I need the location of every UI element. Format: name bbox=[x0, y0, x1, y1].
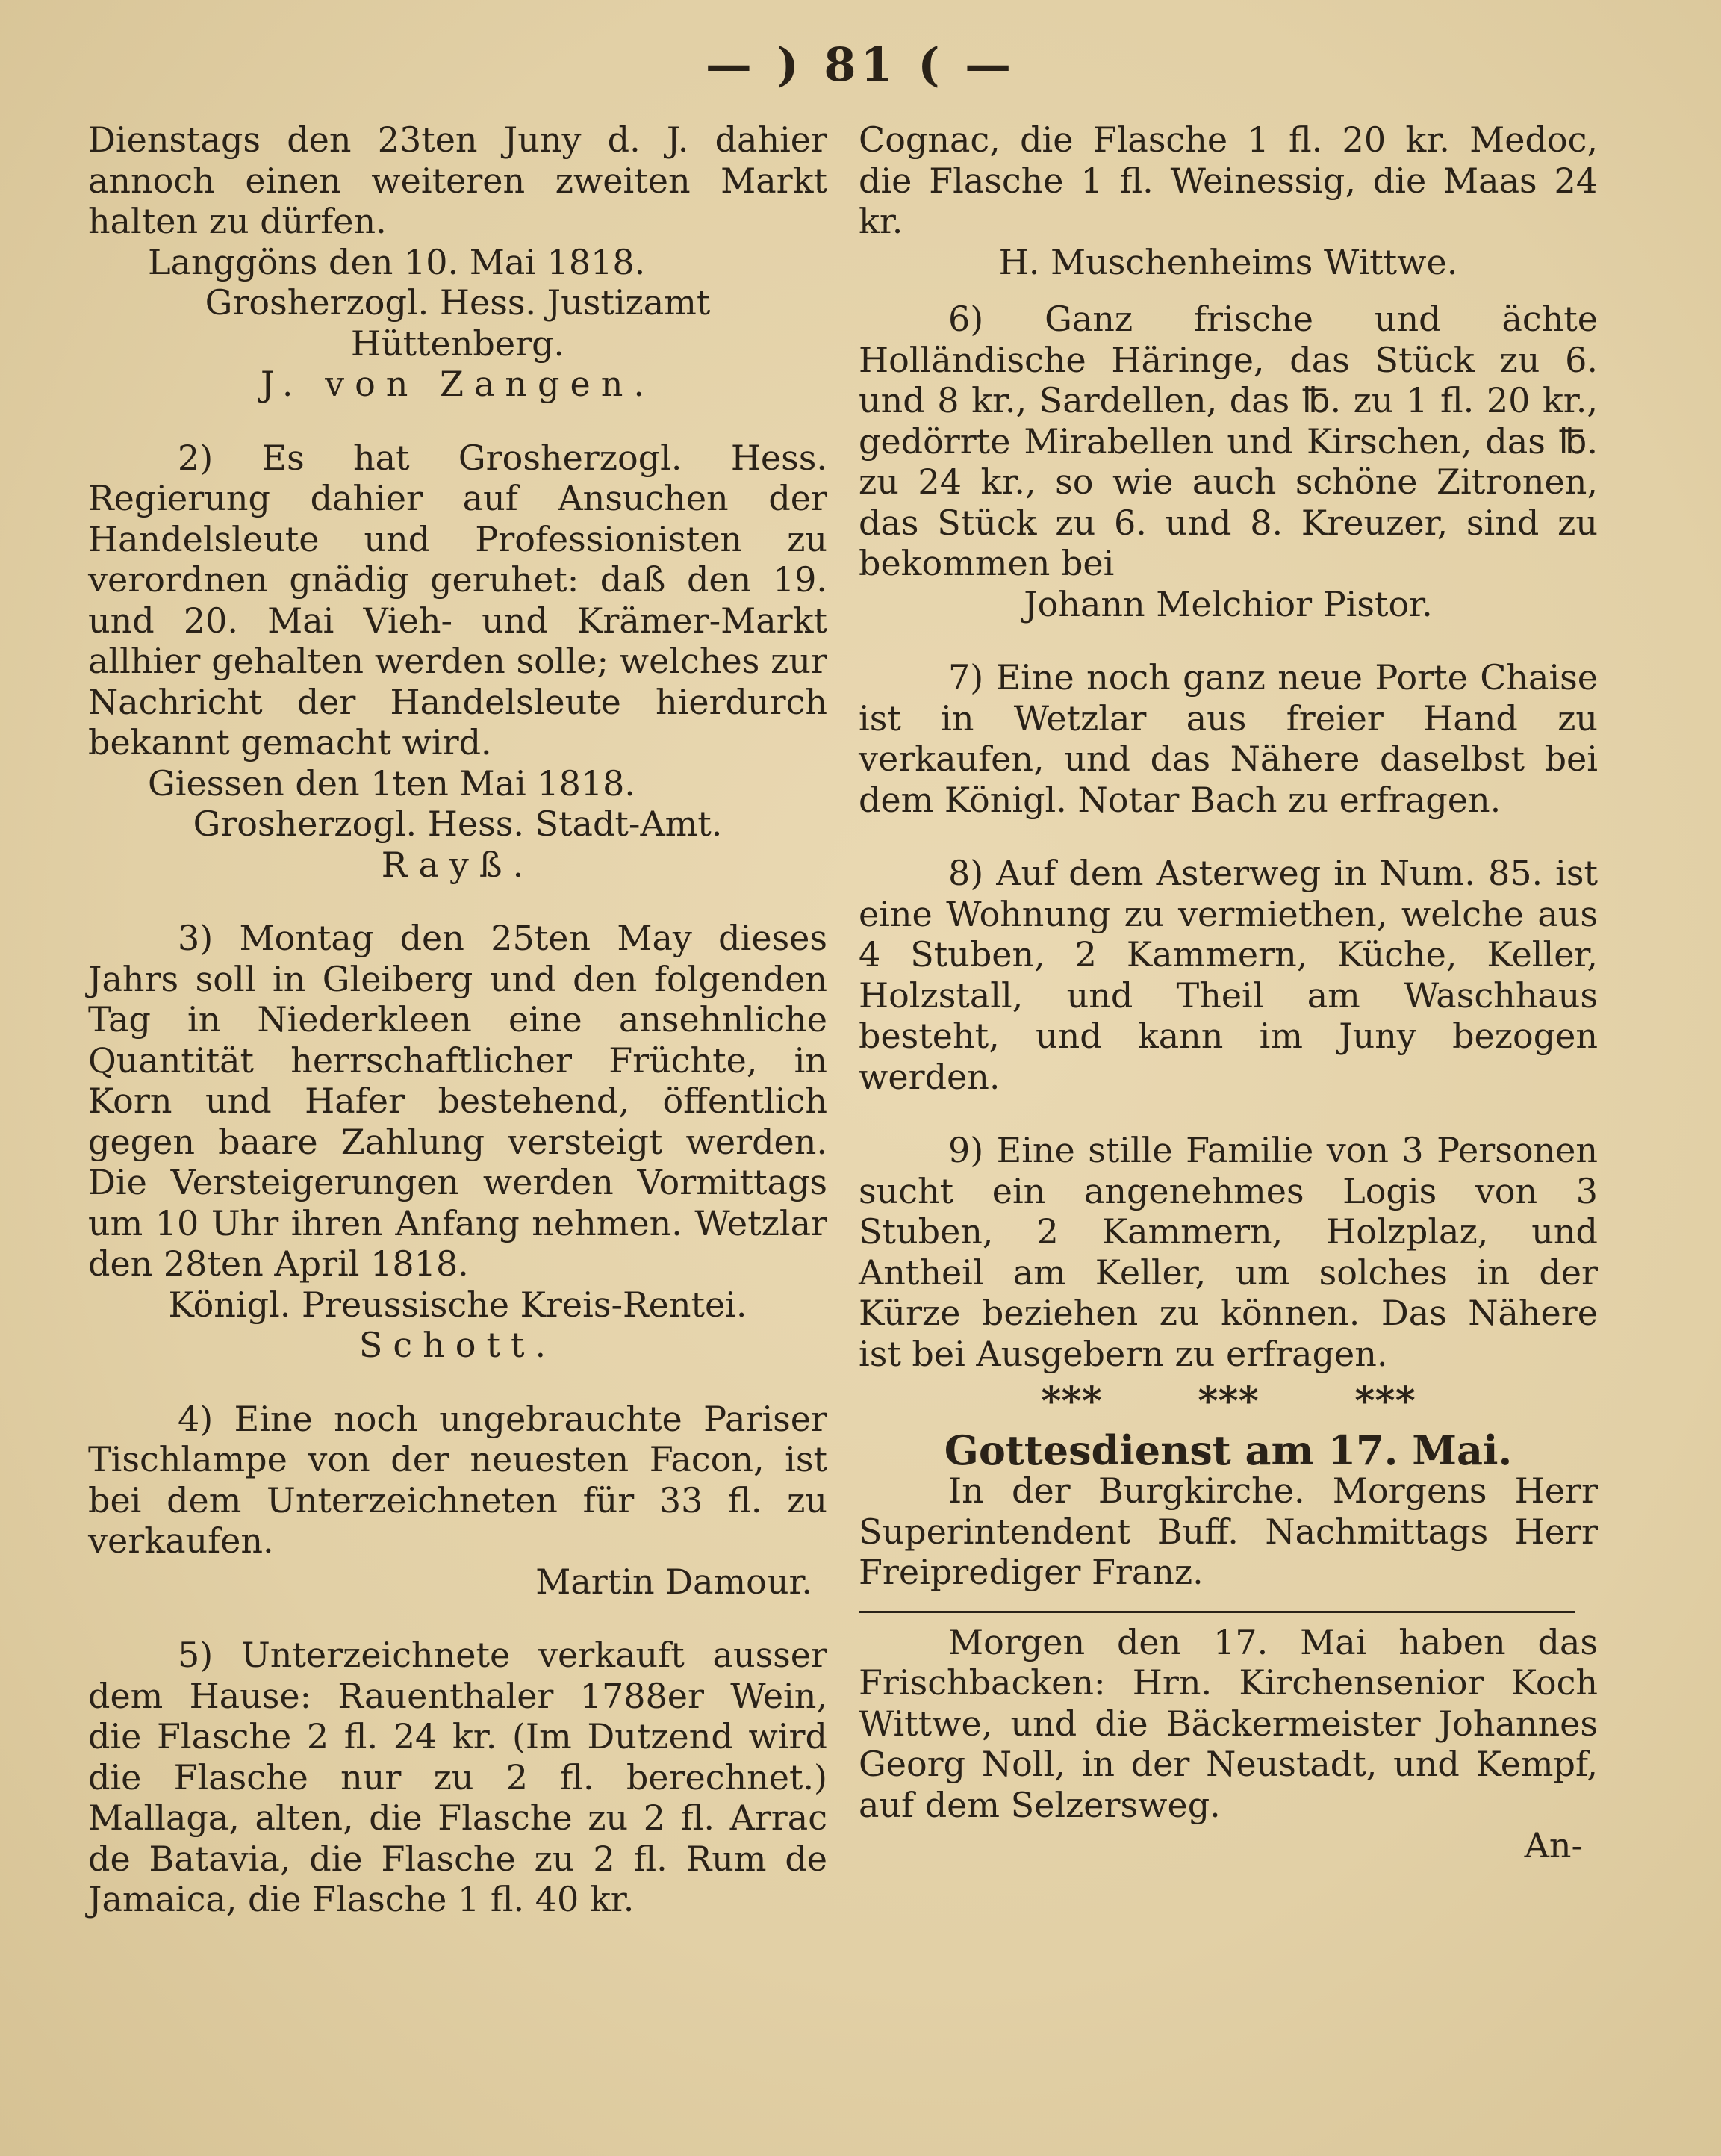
notice-7: 7) Eine noch ganz neue Porte Chaise ist in Wetzlar aus freier Hand zu verkaufen, und das Nähere daselbst bei dem Königl. Notar Bach zu erfragen. bbox=[859, 657, 1598, 820]
notice-1-district: Hüttenberg. bbox=[350, 323, 565, 364]
asterism: *** bbox=[1041, 1379, 1102, 1424]
service-heading: Gottesdienst am 17. Mai. bbox=[944, 1426, 1513, 1474]
notice-2-date: Giessen den 1ten Mai 1818. bbox=[148, 762, 636, 804]
notice-3-office: Königl. Preussische Kreis-Rentei. bbox=[168, 1284, 747, 1325]
notice-9: 9) Eine stille Familie von 3 Personen sucht ein angenehmes Logis von 3 Stuben, 2 Kammern, Holzplaz, und Antheil am Keller, um solches in der Kürze beziehen zu können. Das Nähere ist bei Ausgebern zu erfragen. bbox=[859, 1130, 1598, 1374]
notice-1-signature: J. von Zangen. bbox=[261, 364, 655, 404]
page-header: — ) 81 ( — bbox=[705, 37, 1016, 92]
notice-1-date: Langgöns den 10. Mai 1818. bbox=[148, 241, 646, 282]
asterism: *** bbox=[1354, 1379, 1416, 1424]
notice-4-signature: Martin Damour. bbox=[535, 1561, 812, 1602]
notice-6: 6) Ganz frische und ächte Holländische Häringe, das Stück zu 6. und 8 kr., Sardellen, das ℔. zu 1 fl. 20 kr., gedörrte Mirabellen und Kirschen, das ℔. zu 24 kr., so wie auch schöne Zitronen, das Stück zu 6. und 8. Kreuzer, sind zu bekommen bei bbox=[859, 299, 1598, 583]
notice-2-signature: Rayß. bbox=[381, 844, 535, 885]
notice-8: 8) Auf dem Asterweg in Num. 85. ist eine Wohnung zu vermiethen, welche aus 4 Stuben, 2 Kammern, Küche, Keller, Holzstall, und Theil am Waschhaus besteht, und kann im Juny bezogen werden. bbox=[859, 853, 1598, 1097]
notice-1-continuation: Dienstags den 23ten Juny d. J. dahier annoch einen weiteren zweiten Markt halten zu dürfen. bbox=[88, 119, 827, 241]
horizontal-rule bbox=[859, 1611, 1575, 1613]
catchword: An- bbox=[1524, 1825, 1583, 1865]
notice-5-signature: H. Muschenheims Wittwe. bbox=[998, 241, 1458, 282]
service-text: In der Burgkirche. Morgens Herr Superintendent Buff. Nachmittags Herr Freiprediger Franz. bbox=[859, 1470, 1598, 1592]
notice-5-continuation: Cognac, die Flasche 1 fl. 20 kr. Medoc, die Flasche 1 fl. Weinessig, die Maas 24 kr. bbox=[859, 119, 1598, 241]
notice-1-office: Grosherzogl. Hess. Justizamt bbox=[205, 282, 711, 323]
notice-4: 4) Eine noch ungebrauchte Pariser Tischlampe von der neuesten Facon, ist bei dem Unterzeichneten für 33 fl. zu verkaufen. bbox=[88, 1398, 827, 1561]
asterism-divider bbox=[859, 1379, 1598, 1424]
notice-2: 2) Es hat Grosherzogl. Hess. Regierung dahier auf Ansuchen der Handelsleute und Professionisten zu verordnen gnädig geruhet: daß den 19. und 20. Mai Vieh- und Krämer-Markt allhier gehalten werden solle; welches zur Nachricht der Handelsleute hierdurch bekannt gemacht wird. bbox=[88, 437, 827, 762]
right-column bbox=[859, 119, 1598, 1866]
left-column bbox=[88, 119, 827, 1920]
notice-3-signature: Schott. bbox=[358, 1325, 557, 1365]
notice-2-office: Grosherzogl. Hess. Stadt-Amt. bbox=[193, 804, 723, 844]
bakers-notice: Morgen den 17. Mai haben das Frischbacken: Hrn. Kirchensenior Koch Wittwe, und die Bäckermeister Johannes Georg Noll, in der Neustadt, und Kempf, auf dem Selzersweg. bbox=[859, 1621, 1598, 1825]
notice-3: 3) Montag den 25ten May dieses Jahrs soll in Gleiberg und den folgenden Tag in Niederkleen eine ansehnliche Quantität herrschaftlicher Früchte, in Korn und Hafer bestehend, öffentlich gegen baare Zahlung versteigt werden. Die Versteigerungen werden Vormittags um 10 Uhr ihren Anfang nehmen. Wetzlar den 28ten April 1818. bbox=[88, 918, 827, 1284]
notice-5: 5) Unterzeichnete verkauft ausser dem Hause: Rauenthaler 1788er Wein, die Flasche 2 fl. 24 kr. (Im Dutzend wird die Flasche nur zu 2 fl. berechnet.) Mallaga, alten, die Flasche zu 2 fl. Arrac de Batavia, die Flasche zu 2 fl. Rum de Jamaica, die Flasche 1 fl. 40 kr. bbox=[88, 1635, 827, 1919]
notice-6-signature: Johann Melchior Pistor. bbox=[1024, 583, 1433, 624]
asterism: *** bbox=[1198, 1379, 1259, 1424]
